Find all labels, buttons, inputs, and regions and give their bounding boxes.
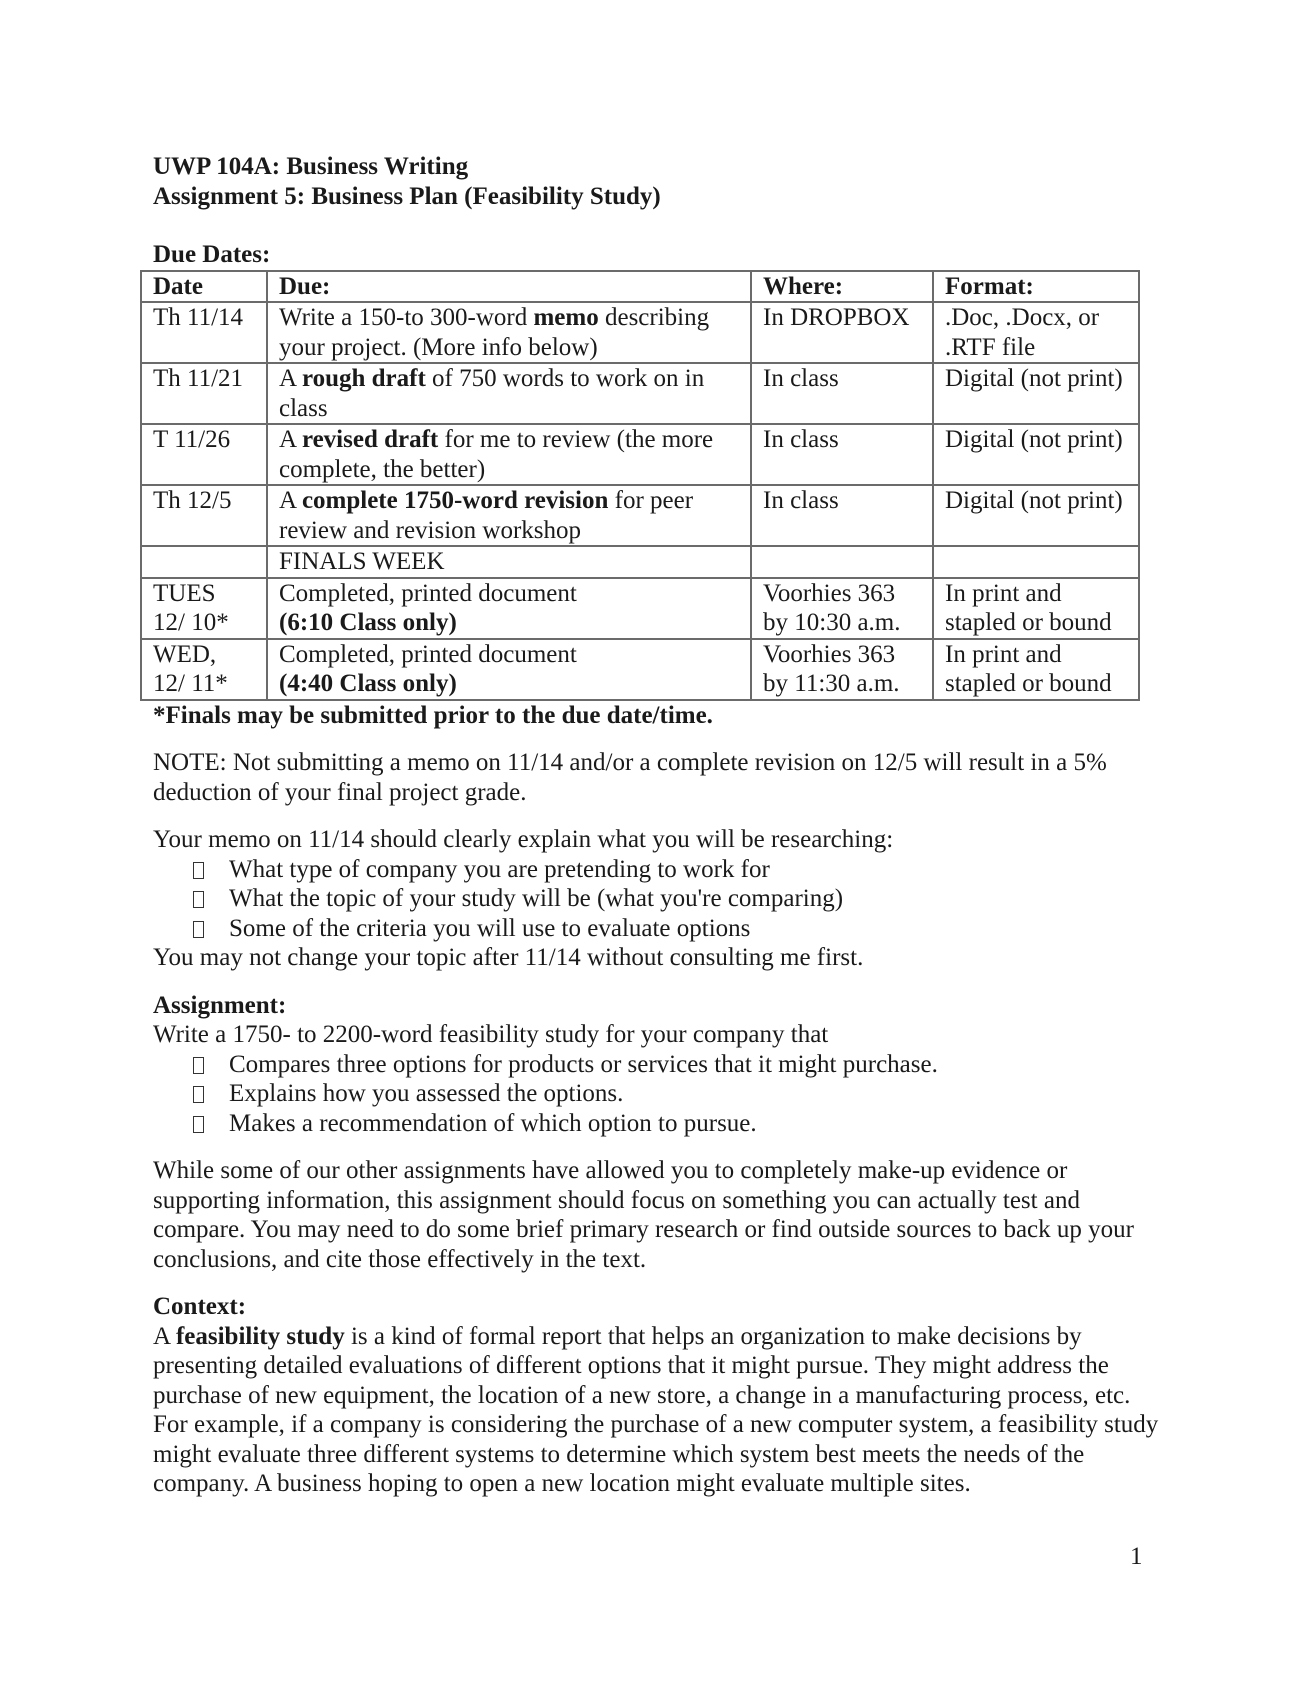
cell-due: A revised draft for me to review (the more complete, the better) xyxy=(267,424,751,485)
checkbox-glyph-icon xyxy=(193,921,204,938)
column-header-date: Date xyxy=(141,271,267,303)
cell-where: In class xyxy=(751,485,933,546)
checkbox-glyph-icon xyxy=(193,1057,204,1074)
memo-bullet-list xyxy=(153,855,1163,944)
assignment-bullet-list xyxy=(153,1050,1163,1139)
cell-format: In print and stapled or bound xyxy=(933,578,1139,639)
cell-date: T 11/26 xyxy=(141,424,267,485)
cell-format: Digital (not print) xyxy=(933,424,1139,485)
note-paragraph: NOTE: Not submitting a memo on 11/14 and/or a complete revision on 12/5 will result in a 5% deduction of your final project grade. xyxy=(153,749,1107,806)
cell-date: Th 11/14 xyxy=(141,302,267,363)
table-row xyxy=(141,578,1139,639)
finals-week-row xyxy=(141,546,1139,578)
cell-due: Write a 150-to 300-word memo describing your project. (More info below) xyxy=(267,302,751,363)
table-row xyxy=(141,363,1139,424)
cell-where: In class xyxy=(751,363,933,424)
cell-format: Digital (not print) xyxy=(933,485,1139,546)
table-row xyxy=(141,424,1139,485)
cell-where: Voorhies 363 by 10:30 a.m. xyxy=(751,578,933,639)
course-title: UWP 104A: Business Writing xyxy=(153,153,469,180)
list-item: Compares three options for products or services that it might purchase. xyxy=(193,1050,1163,1080)
finals-footnote: *Finals may be submitted prior to the due date/time. xyxy=(153,701,713,729)
table-row xyxy=(141,302,1139,363)
assignment-title: Assignment 5: Business Plan (Feasibility Study) xyxy=(153,182,661,210)
column-header-due: Due: xyxy=(267,271,751,303)
cell-date: Th 12/5 xyxy=(141,485,267,546)
context-heading: Context: xyxy=(153,1293,247,1320)
cell-where: In DROPBOX xyxy=(751,302,933,363)
cell-where: Voorhies 363 by 11:30 a.m. xyxy=(751,639,933,700)
cell-date: WED, 12/ 11* xyxy=(141,639,267,700)
list-item: Some of the criteria you will use to evaluate options xyxy=(193,914,1163,944)
assignment-heading: Assignment: xyxy=(153,991,287,1019)
assignment-paragraph: While some of our other assignments have allowed you to completely make-up evidence or supporting information, this assignment should focus on something you can actually test and compare. You may need to do some brief primary research or find outside sources to back up your conclusions, and cite those effectively in the text. xyxy=(153,1157,1134,1273)
context-paragraph: A feasibility study is a kind of formal report that helps an organization to make decisions by presenting detailed evaluations of different options that it might pursue. They might address the purchase of new equipment, the location of a new store, a change in a manufacturing process, etc. For example, if a company is considering the purchase of a new computer system, a feasibility study might evaluate three different systems to determine which system best meets the needs of the company. A business hoping to open a new location might evaluate multiple sites. xyxy=(153,1322,1159,1497)
cell-format: In print and stapled or bound xyxy=(933,639,1139,700)
table-row xyxy=(141,639,1139,700)
cell-date: TUES 12/ 10* xyxy=(141,578,267,639)
checkbox-glyph-icon xyxy=(193,1116,204,1133)
assignment-intro: Write a 1750- to 2200-word feasibility study for your company that xyxy=(153,1021,829,1048)
cell-format: Digital (not print) xyxy=(933,363,1139,424)
cell-due: Completed, printed document (4:40 Class only) xyxy=(267,639,751,700)
checkbox-glyph-icon xyxy=(193,891,204,908)
finals-week-label: FINALS WEEK xyxy=(267,546,751,578)
list-item: What type of company you are pretending to work for xyxy=(193,855,1163,885)
cell-due: A rough draft of 750 words to work on in class xyxy=(267,363,751,424)
cell-due: A complete 1750-word revision for peer review and revision workshop xyxy=(267,485,751,546)
checkbox-glyph-icon xyxy=(193,862,204,879)
column-header-format: Format: xyxy=(933,271,1139,303)
page-number: 1 xyxy=(1130,1543,1143,1570)
due-dates-table xyxy=(140,270,1140,701)
cell-where: In class xyxy=(751,424,933,485)
cell-date: Th 11/21 xyxy=(141,363,267,424)
page-content xyxy=(153,152,1163,1499)
column-header-where: Where: xyxy=(751,271,933,303)
cell-format: .Doc, .Docx, or .RTF file xyxy=(933,302,1139,363)
memo-intro: Your memo on 11/14 should clearly explain what you will be researching: xyxy=(153,826,894,853)
due-dates-heading: Due Dates: xyxy=(153,241,271,268)
checkbox-glyph-icon xyxy=(193,1086,204,1103)
table-header-row xyxy=(141,271,1139,303)
table-row xyxy=(141,485,1139,546)
memo-closing: You may not change your topic after 11/14 without consulting me first. xyxy=(153,944,864,971)
cell-due: Completed, printed document (6:10 Class only) xyxy=(267,578,751,639)
list-item: Makes a recommendation of which option to pursue. xyxy=(193,1109,1163,1139)
list-item: Explains how you assessed the options. xyxy=(193,1079,1163,1109)
list-item: What the topic of your study will be (what you're comparing) xyxy=(193,884,1163,914)
